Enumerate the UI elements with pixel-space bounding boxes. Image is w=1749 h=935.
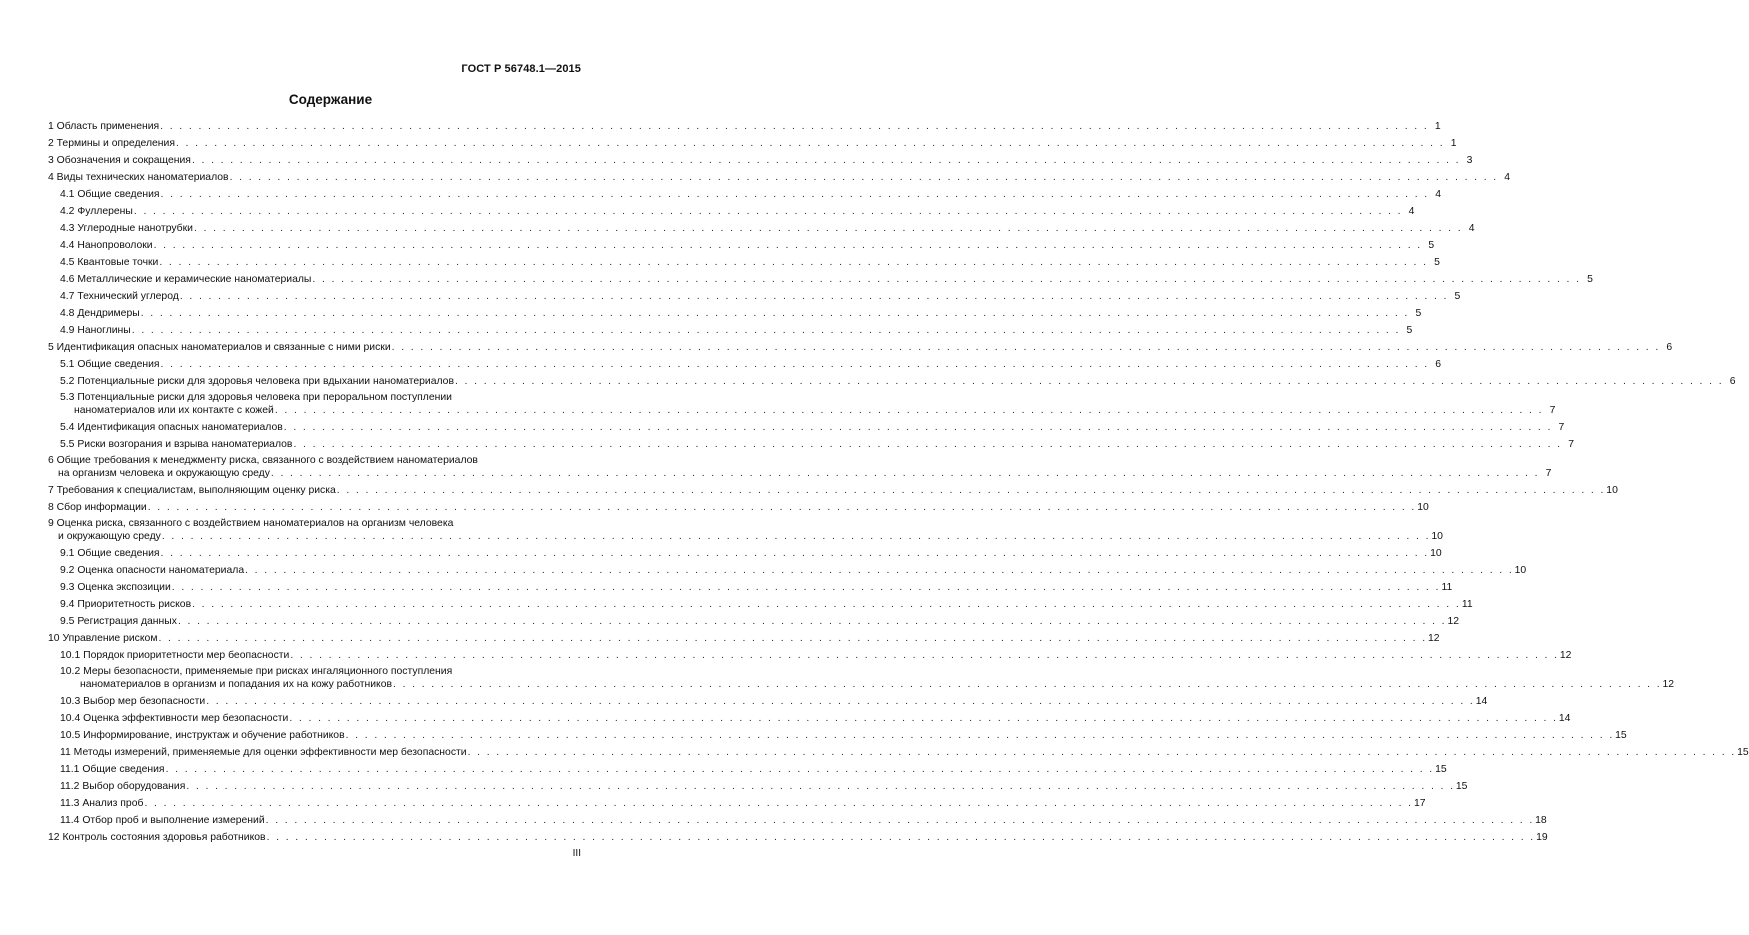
toc-entry-title-line1: 6 Общие требования к менеджменту риска, связанного с воздействием наноматериалов xyxy=(48,455,478,466)
toc-entry[interactable] xyxy=(48,290,1461,303)
toc-leader-dots: . . . . . . . . . . . . . . . . . . . . . . . . . . . . . . . . . . . . . . . . . . . . . . . . . . . . . . . . . . . . . . . . . . . . . . . . . . . . . . . . . . . . . . . . . . . . . . . . . . . . . . . . . . . . . . . . . . . . . . . . . . . . . . . . . . . . . xyxy=(144,798,1413,809)
toc-leader-dots: . . . . . . . . . . . . . . . . . . . . . . . . . . . . . . . . . . . . . . . . . . . . . . . . . . . . . . . . . . . . . . . . . . . . . . . . . . . . . . . . . . . . . . . . . . . . . . . . . . . . . . . . . . . . . . . . . . . . . . . . . . . . . . . . . . . . . xyxy=(312,274,1581,285)
toc-entry[interactable] xyxy=(48,665,1675,691)
toc-entry-page: 1 xyxy=(1434,121,1441,132)
toc-entry-title: 11.1 Общие сведения xyxy=(60,764,165,775)
toc-entry-page: 14 xyxy=(1475,696,1488,707)
toc-entry-page: 19 xyxy=(1536,832,1548,843)
toc-leader-dots: . . . . . . . . . . . . . . . . . . . . . . . . . . . . . . . . . . . . . . . . . . . . . . . . . . . . . . . . . . . . . . . . . . . . . . . . . . . . . . . . . . . . . . . . . . . . . . . . . . . . . . . . . . . . . . . . . . . . . . . . . . . . . . . . . . . . . xyxy=(160,121,1429,132)
toc-entry-title: 4.8 Дендримеры xyxy=(60,308,140,319)
toc-entry-title: 9.5 Регистрация данных xyxy=(60,616,177,627)
toc-entry[interactable] xyxy=(48,438,1574,451)
toc-entry-page: 18 xyxy=(1535,815,1547,826)
toc-entry-title: 9.1 Общие сведения xyxy=(60,548,160,559)
toc-entry-title: 10.3 Выбор мер безопасности xyxy=(60,696,206,707)
toc-entry[interactable] xyxy=(48,324,1413,337)
toc-entry-title: наноматериалов в организм и попадания их на кожу работников xyxy=(80,679,393,690)
toc-entry[interactable] xyxy=(48,649,1572,662)
toc-entry-page: 10 xyxy=(1431,531,1443,542)
toc-leader-dots: . . . . . . . . . . . . . . . . . . . . . . . . . . . . . . . . . . . . . . . . . . . . . . . . . . . . . . . . . . . . . . . . . . . . . . . . . . . . . . . . . . . . . . . . . . . . . . . . . . . . . . . . . . . . . . . . . . . . . . . . . . . . . . . . . . . . . xyxy=(193,223,1463,234)
toc-entry-page: 12 xyxy=(1559,650,1572,661)
toc-leader-dots: . . . . . . . . . . . . . . . . . . . . . . . . . . . . . . . . . . . . . . . . . . . . . . . . . . . . . . . . . . . . . . . . . . . . . . . . . . . . . . . . . . . . . . . . . . . . . . . . . . . . . . . . . . . . . . . . . . . . . . . . . . . . . . . . . . . . . xyxy=(245,565,1514,576)
toc-entry-page: 5 xyxy=(1415,308,1422,319)
toc-entry-title: 11.3 Анализ проб xyxy=(60,798,144,809)
toc-entry-title: 11 Методы измерений, применяемые для оценки эффективности мер безопасности xyxy=(60,747,467,758)
toc-leader-dots: . . . . . . . . . . . . . . . . . . . . . . . . . . . . . . . . . . . . . . . . . . . . . . . . . . . . . . . . . . . . . . . . . . . . . . . . . . . . . . . . . . . . . . . . . . . . . . . . . . . . . . . . . . . . . . . . . . . . . . . . . . . . . . . . . . . . . xyxy=(153,240,1423,251)
toc-leader-dots: . . . . . . . . . . . . . . . . . . . . . . . . . . . . . . . . . . . . . . . . . . . . . . . . . . . . . . . . . . . . . . . . . . . . . . . . . . . . . . . . . . . . . . . . . . . . . . . . . . . . . . . . . . . . . . . . . . . . . . . . . . . . . . . . . . . . . xyxy=(265,815,1535,826)
toc-entry-page: 5 xyxy=(1428,240,1435,251)
toc-entry[interactable] xyxy=(48,421,1565,434)
toc-leader-dots: . . . . . . . . . . . . . . . . . . . . . . . . . . . . . . . . . . . . . . . . . . . . . . . . . . . . . . . . . . . . . . . . . . . . . . . . . . . . . . . . . . . . . . . . . . . . . . . . . . . . . . . . . . . . . . . . . . . . . . . . . . . . . . . . . . . . . xyxy=(274,405,1544,416)
toc-entry-title: и окружающую среду xyxy=(58,531,161,542)
toc-entry-page: 5 xyxy=(1587,274,1593,285)
toc-leader-dots: . . . . . . . . . . . . . . . . . . . . . . . . . . . . . . . . . . . . . . . . . . . . . . . . . . . . . . . . . . . . . . . . . . . . . . . . . . . . . . . . . . . . . . . . . . . . . . . . . . . . . . . . . . . . . . . . . . . . . . . . . . . . . . . . . . . . . xyxy=(140,308,1410,319)
toc-leader-dots: . . . . . . . . . . . . . . . . . . . . . . . . . . . . . . . . . . . . . . . . . . . . . . . . . . . . . . . . . . . . . . . . . . . . . . . . . . . . . . . . . . . . . . . . . . . . . . . . . . . . . . . . . . . . . . . . . . . . . . . . . . . . . . . . . . . . . xyxy=(160,189,1430,200)
toc-entry-title: 10.4 Оценка эффективности мер безопасности xyxy=(60,713,289,724)
toc-entry[interactable] xyxy=(48,454,1552,480)
toc-leader-dots: . . . . . . . . . . . . . . . . . . . . . . . . . . . . . . . . . . . . . . . . . . . . . . . . . . . . . . . . . . . . . . . . . . . . . . . . . . . . . . . . . . . . . . . . . . . . . . . . . . . . . . . . . . . . . . . . . . . . . . . . . . . . . . . . . . . . . xyxy=(177,616,1447,627)
toc-leader-dots: . . . . . . . . . . . . . . . . . . . . . . . . . . . . . . . . . . . . . . . . . . . . . . . . . . . . . . . . . . . . . . . . . . . . . . . . . . . . . . . . . . . . . . . . . . . . . . . . . . . . . . . . . . . . . . . . . . . . . . . . . . . . . . . . . . . . . xyxy=(293,439,1562,450)
toc-entry[interactable] xyxy=(48,375,1736,388)
toc-entry-title: 7 Требования к специалистам, выполняющим оценку риска xyxy=(48,485,336,496)
toc-entry[interactable] xyxy=(48,780,1468,793)
page-number: III xyxy=(572,848,581,859)
toc-entry-page: 6 xyxy=(1729,376,1736,387)
toc-entry[interactable] xyxy=(48,307,1422,320)
toc-leader-dots: . . . . . . . . . . . . . . . . . . . . . . . . . . . . . . . . . . . . . . . . . . . . . . . . . . . . . . . . . . . . . . . . . . . . . . . . . . . . . . . . . . . . . . . . . . . . . . . . . . . . . . . . . . . . . . . . . . . . . . . . . . . . . . . . . . . . . xyxy=(391,342,1661,353)
toc-entry-title: 9.3 Оценка экспозиции xyxy=(60,582,171,593)
toc-entry-title: 11.4 Отбор проб и выполнение измерений xyxy=(60,815,265,826)
toc-entry-title: 5.4 Идентификация опасных наноматериалов xyxy=(60,422,283,433)
toc-entry-page: 5 xyxy=(1454,291,1461,302)
toc-entry[interactable] xyxy=(48,137,1457,150)
toc-leader-dots: . . . . . . . . . . . . . . . . . . . . . . . . . . . . . . . . . . . . . . . . . . . . . . . . . . . . . . . . . . . . . . . . . . . . . . . . . . . . . . . . . . . . . . . . . . . . . . . . . . . . . . . . . . . . . . . . . . . . . . . . . . . . . . . . . . . . . xyxy=(159,257,1428,268)
toc-leader-dots: . . . . . . . . . . . . . . . . . . . . . . . . . . . . . . . . . . . . . . . . . . . . . . . . . . . . . . . . . . . . . . . . . . . . . . . . . . . . . . . . . . . . . . . . . . . . . . . . . . . . . . . . . . . . . . . . . . . . . . . . . . . . . . . . . . . . . xyxy=(165,764,1435,775)
toc-entry-page: 3 xyxy=(1466,155,1473,166)
toc-entry[interactable] xyxy=(48,547,1442,560)
toc-leader-dots: . . . . . . . . . . . . . . . . . . . . . . . . . . . . . . . . . . . . . . . . . . . . . . . . . . . . . . . . . . . . . . . . . . . . . . . . . . . . . . . . . . . . . . . . . . . . . . . . . . . . . . . . . . . . . . . . . . . . . . . . . . . . . . . . . . . . . xyxy=(266,832,1536,843)
toc-leader-dots: . . . . . . . . . . . . . . . . . . . . . . . . . . . . . . . . . . . . . . . . . . . . . . . . . . . . . . . . . . . . . . . . . . . . . . . . . . . . . . . . . . . . . . . . . . . . . . . . . . . . . . . . . . . . . . . . . . . . . . . . . . . . . . . . . . . . . xyxy=(192,599,1461,610)
toc-entry-page: 17 xyxy=(1413,798,1426,809)
toc-entry[interactable] xyxy=(48,341,1673,354)
toc-entry-page: 4 xyxy=(1435,189,1442,200)
toc-entry-title: 9.4 Приоритетность рисков xyxy=(60,599,192,610)
toc-entry-page: 15 xyxy=(1615,730,1627,741)
toc-entry-title: 3 Обозначения и сокращения xyxy=(48,155,191,166)
toc-entry-title: наноматериалов или их контакте с кожей xyxy=(74,405,274,416)
toc-entry-page: 7 xyxy=(1568,439,1574,450)
toc-entry-page: 15 xyxy=(1737,747,1749,758)
toc-entry-page: 12 xyxy=(1662,679,1675,690)
toc-entry[interactable] xyxy=(48,831,1548,844)
toc-entry-page: 5 xyxy=(1434,257,1440,268)
toc-leader-dots: . . . . . . . . . . . . . . . . . . . . . . . . . . . . . . . . . . . . . . . . . . . . . . . . . . . . . . . . . . . . . . . . . . . . . . . . . . . . . . . . . . . . . . . . . . . . . . . . . . . . . . . . . . . . . . . . . . . . . . . . . . . . . . . . . . . . . xyxy=(345,730,1615,741)
toc-entry[interactable] xyxy=(48,154,1473,167)
toc-entry[interactable] xyxy=(48,188,1442,201)
toc-leader-dots: . . . . . . . . . . . . . . . . . . . . . . . . . . . . . . . . . . . . . . . . . . . . . . . . . . . . . . . . . . . . . . . . . . . . . . . . . . . . . . . . . . . . . . . . . . . . . . . . . . . . . . . . . . . . . . . . . . . . . . . . . . . . . . . . . . . . . xyxy=(191,155,1461,166)
toc-entry-page: 4 xyxy=(1504,172,1511,183)
toc-entry-title-line1: 9 Оценка риска, связанного с воздействием наноматериалов на организм человека xyxy=(48,518,454,529)
toc-entry-title: 11.2 Выбор оборудования xyxy=(60,781,186,792)
toc-entry-title: 4.9 Наноглины xyxy=(60,325,131,336)
toc-entry-title: 4.2 Фуллерены xyxy=(60,206,133,217)
toc-entry-page: 12 xyxy=(1447,616,1460,627)
toc-entry-page: 4 xyxy=(1468,223,1475,234)
toc-leader-dots: . . . . . . . . . . . . . . . . . . . . . . . . . . . . . . . . . . . . . . . . . . . . . . . . . . . . . . . . . . . . . . . . . . . . . . . . . . . . . . . . . . . . . . . . . . . . . . . . . . . . . . . . . . . . . . . . . . . . . . . . . . . . . . . . . . . . . xyxy=(336,485,1606,496)
toc-entry-title: 4 Виды технических наноматериалов xyxy=(48,172,229,183)
toc-entry-page: 12 xyxy=(1427,633,1440,644)
toc-entry[interactable] xyxy=(48,746,1749,759)
toc-entry[interactable] xyxy=(48,598,1473,611)
toc-leader-dots: . . . . . . . . . . . . . . . . . . . . . . . . . . . . . . . . . . . . . . . . . . . . . . . . . . . . . . . . . . . . . . . . . . . . . . . . . . . . . . . . . . . . . . . . . . . . . . . . . . . . . . . . . . . . . . . . . . . . . . . . . . . . . . . . . . . . . xyxy=(206,696,1475,707)
toc-entry-title-line1: 5.3 Потенциальные риски для здоровья человека при пероральном поступлении xyxy=(60,392,452,403)
toc-entry-page: 10 xyxy=(1606,485,1618,496)
toc-entry-title: 10.5 Информирование, инструктаж и обучение работников xyxy=(60,730,345,741)
toc-leader-dots: . . . . . . . . . . . . . . . . . . . . . . . . . . . . . . . . . . . . . . . . . . . . . . . . . . . . . . . . . . . . . . . . . . . . . . . . . . . . . . . . . . . . . . . . . . . . . . . . . . . . . . . . . . . . . . . . . . . . . . . . . . . . . . . . . . . . . xyxy=(186,781,1455,792)
toc-leader-dots: . . . . . . . . . . . . . . . . . . . . . . . . . . . . . . . . . . . . . . . . . . . . . . . . . . . . . . . . . . . . . . . . . . . . . . . . . . . . . . . . . . . . . . . . . . . . . . . . . . . . . . . . . . . . . . . . . . . . . . . . . . . . . . . . . . . . . xyxy=(467,747,1737,758)
toc-entry-title: 4.4 Нанопроволоки xyxy=(60,240,153,251)
toc-entry-title: 10 Управление риском xyxy=(48,633,158,644)
toc-entry-title: 4.1 Общие сведения xyxy=(60,189,160,200)
toc-entry-title: 5.2 Потенциальные риски для здоровья человека при вдыхании наноматериалов xyxy=(60,376,454,387)
toc-entry-title: 9.2 Оценка опасности наноматериала xyxy=(60,565,245,576)
toc-entry-page: 6 xyxy=(1435,359,1442,370)
toc-leader-dots: . . . . . . . . . . . . . . . . . . . . . . . . . . . . . . . . . . . . . . . . . . . . . . . . . . . . . . . . . . . . . . . . . . . . . . . . . . . . . . . . . . . . . . . . . . . . . . . . . . . . . . . . . . . . . . . . . . . . . . . . . . . . . . . . . . . . . xyxy=(270,468,1540,479)
toc-entry-title: 4.6 Металлические и керамические наноматериалы xyxy=(60,274,312,285)
toc-leader-dots: . . . . . . . . . . . . . . . . . . . . . . . . . . . . . . . . . . . . . . . . . . . . . . . . . . . . . . . . . . . . . . . . . . . . . . . . . . . . . . . . . . . . . . . . . . . . . . . . . . . . . . . . . . . . . . . . . . . . . . . . . . . . . . . . . . . . . xyxy=(290,650,1559,661)
toc-leader-dots: . . . . . . . . . . . . . . . . . . . . . . . . . . . . . . . . . . . . . . . . . . . . . . . . . . . . . . . . . . . . . . . . . . . . . . . . . . . . . . . . . . . . . . . . . . . . . . . . . . . . . . . . . . . . . . . . . . . . . . . . . . . . . . . . . . . . . xyxy=(160,548,1430,559)
toc-entry[interactable] xyxy=(48,484,1618,497)
toc-entry-title: 4.5 Квантовые точки xyxy=(60,257,159,268)
toc-leader-dots: . . . . . . . . . . . . . . . . . . . . . . . . . . . . . . . . . . . . . . . . . . . . . . . . . . . . . . . . . . . . . . . . . . . . . . . . . . . . . . . . . . . . . . . . . . . . . . . . . . . . . . . . . . . . . . . . . . . . . . . . . . . . . . . . . . . . . xyxy=(133,206,1403,217)
toc-entry-title: 5 Идентификация опасных наноматериалов и связанные с ними риски xyxy=(48,342,391,353)
toc-leader-dots: . . . . . . . . . . . . . . . . . . . . . . . . . . . . . . . . . . . . . . . . . . . . . . . . . . . . . . . . . . . . . . . . . . . . . . . . . . . . . . . . . . . . . . . . . . . . . . . . . . . . . . . . . . . . . . . . . . . . . . . . . . . . . . . . . . . . . xyxy=(229,172,1499,183)
toc-entry-title: 4.7 Технический углерод xyxy=(60,291,179,302)
toc-leader-dots: . . . . . . . . . . . . . . . . . . . . . . . . . . . . . . . . . . . . . . . . . . . . . . . . . . . . . . . . . . . . . . . . . . . . . . . . . . . . . . . . . . . . . . . . . . . . . . . . . . . . . . . . . . . . . . . . . . . . . . . . . . . . . . . . . . . . . xyxy=(175,138,1445,149)
toc-entry-title: 12 Контроль состояния здоровья работников xyxy=(48,832,266,843)
toc-entry[interactable] xyxy=(48,239,1435,252)
toc-leader-dots: . . . . . . . . . . . . . . . . . . . . . . . . . . . . . . . . . . . . . . . . . . . . . . . . . . . . . . . . . . . . . . . . . . . . . . . . . . . . . . . . . . . . . . . . . . . . . . . . . . . . . . . . . . . . . . . . . . . . . . . . . . . . . . . . . . . . . xyxy=(179,291,1449,302)
toc-entry-page: 6 xyxy=(1666,342,1673,353)
toc-entry[interactable] xyxy=(48,729,1627,742)
toc-entry-title: 5.5 Риски возгорания и взрыва наноматериалов xyxy=(60,439,293,450)
toc-entry[interactable] xyxy=(48,763,1447,776)
toc-entry-page: 7 xyxy=(1558,422,1565,433)
toc-leader-dots: . . . . . . . . . . . . . . . . . . . . . . . . . . . . . . . . . . . . . . . . . . . . . . . . . . . . . . . . . . . . . . . . . . . . . . . . . . . . . . . . . . . . . . . . . . . . . . . . . . . . . . . . . . . . . . . . . . . . . . . . . . . . . . . . . . . . . xyxy=(283,422,1553,433)
toc-entry[interactable] xyxy=(48,171,1511,184)
toc-entry[interactable] xyxy=(48,120,1441,133)
toc-entry[interactable] xyxy=(48,517,1443,543)
toc-entry[interactable] xyxy=(48,695,1488,708)
toc-entry[interactable] xyxy=(48,632,1440,645)
toc-leader-dots: . . . . . . . . . . . . . . . . . . . . . . . . . . . . . . . . . . . . . . . . . . . . . . . . . . . . . . . . . . . . . . . . . . . . . . . . . . . . . . . . . . . . . . . . . . . . . . . . . . . . . . . . . . . . . . . . . . . . . . . . . . . . . . . . . . . . . xyxy=(160,359,1430,370)
toc-entry[interactable] xyxy=(48,358,1442,371)
toc-entry[interactable] xyxy=(48,391,1556,417)
toc-entry[interactable] xyxy=(48,273,1593,286)
document-standard-number: ГОСТ Р 56748.1—2015 xyxy=(461,63,581,75)
toc-entry-page: 14 xyxy=(1558,713,1571,724)
toc-entry[interactable] xyxy=(48,797,1426,810)
toc-entry[interactable] xyxy=(48,222,1475,235)
toc-entry[interactable] xyxy=(48,564,1527,577)
toc-entry-title: 2 Термины и определения xyxy=(48,138,175,149)
toc-entry-page: 15 xyxy=(1435,764,1447,775)
toc-leader-dots: . . . . . . . . . . . . . . . . . . . . . . . . . . . . . . . . . . . . . . . . . . . . . . . . . . . . . . . . . . . . . . . . . . . . . . . . . . . . . . . . . . . . . . . . . . . . . . . . . . . . . . . . . . . . . . . . . . . . . . . . . . . . . . . . . . . . . xyxy=(289,713,1558,724)
toc-leader-dots: . . . . . . . . . . . . . . . . . . . . . . . . . . . . . . . . . . . . . . . . . . . . . . . . . . . . . . . . . . . . . . . . . . . . . . . . . . . . . . . . . . . . . . . . . . . . . . . . . . . . . . . . . . . . . . . . . . . . . . . . . . . . . . . . . . . . . xyxy=(171,582,1441,593)
toc-entry[interactable] xyxy=(48,712,1571,725)
table-of-contents xyxy=(48,120,1749,843)
toc-entry-page: 1 xyxy=(1450,138,1457,149)
toc-entry-title: 10.1 Порядок приоритетности мер беопасности xyxy=(60,650,290,661)
toc-entry-title-line1: 10.2 Меры безопасности, применяемые при рисках ингаляционного поступления xyxy=(60,666,453,677)
toc-entry-title: 5.1 Общие сведения xyxy=(60,359,160,370)
toc-entry-page: 10 xyxy=(1514,565,1527,576)
toc-entry[interactable] xyxy=(48,615,1460,628)
toc-entry[interactable] xyxy=(48,205,1415,218)
toc-leader-dots: . . . . . . . . . . . . . . . . . . . . . . . . . . . . . . . . . . . . . . . . . . . . . . . . . . . . . . . . . . . . . . . . . . . . . . . . . . . . . . . . . . . . . . . . . . . . . . . . . . . . . . . . . . . . . . . . . . . . . . . . . . . . . . . . . . . . . xyxy=(393,679,1662,690)
toc-entry-title: на организм человека и окружающую среду xyxy=(58,468,270,479)
toc-entry-page: 4 xyxy=(1408,206,1415,217)
toc-leader-dots: . . . . . . . . . . . . . . . . . . . . . . . . . . . . . . . . . . . . . . . . . . . . . . . . . . . . . . . . . . . . . . . . . . . . . . . . . . . . . . . . . . . . . . . . . . . . . . . . . . . . . . . . . . . . . . . . . . . . . . . . . . . . . . . . . . . . . xyxy=(158,633,1427,644)
toc-entry-page: 11 xyxy=(1461,599,1473,610)
toc-entry-page: 15 xyxy=(1455,781,1468,792)
toc-entry[interactable] xyxy=(48,814,1547,827)
page-title: Содержание xyxy=(288,92,373,107)
toc-entry[interactable] xyxy=(48,256,1440,269)
toc-leader-dots: . . . . . . . . . . . . . . . . . . . . . . . . . . . . . . . . . . . . . . . . . . . . . . . . . . . . . . . . . . . . . . . . . . . . . . . . . . . . . . . . . . . . . . . . . . . . . . . . . . . . . . . . . . . . . . . . . . . . . . . . . . . . . . . . . . . . . xyxy=(161,531,1431,542)
toc-entry-page: 10 xyxy=(1430,548,1442,559)
toc-entry-page: 7 xyxy=(1549,405,1556,416)
toc-entry-page: 5 xyxy=(1406,325,1413,336)
toc-entry[interactable] xyxy=(48,581,1453,594)
toc-entry[interactable] xyxy=(48,501,1429,514)
toc-entry-title: 1 Область применения xyxy=(48,121,160,132)
toc-entry-title: 4.3 Углеродные нанотрубки xyxy=(60,223,193,234)
toc-leader-dots: . . . . . . . . . . . . . . . . . . . . . . . . . . . . . . . . . . . . . . . . . . . . . . . . . . . . . . . . . . . . . . . . . . . . . . . . . . . . . . . . . . . . . . . . . . . . . . . . . . . . . . . . . . . . . . . . . . . . . . . . . . . . . . . . . . . . . xyxy=(131,325,1401,336)
toc-entry-title: 8 Сбор информации xyxy=(48,502,147,513)
toc-entry-page: 10 xyxy=(1417,502,1429,513)
toc-leader-dots: . . . . . . . . . . . . . . . . . . . . . . . . . . . . . . . . . . . . . . . . . . . . . . . . . . . . . . . . . . . . . . . . . . . . . . . . . . . . . . . . . . . . . . . . . . . . . . . . . . . . . . . . . . . . . . . . . . . . . . . . . . . . . . . . . . . . . xyxy=(454,376,1724,387)
toc-leader-dots: . . . . . . . . . . . . . . . . . . . . . . . . . . . . . . . . . . . . . . . . . . . . . . . . . . . . . . . . . . . . . . . . . . . . . . . . . . . . . . . . . . . . . . . . . . . . . . . . . . . . . . . . . . . . . . . . . . . . . . . . . . . . . . . . . . . . . xyxy=(147,502,1417,513)
toc-entry-page: 11 xyxy=(1441,582,1453,593)
toc-entry-page: 7 xyxy=(1545,468,1552,479)
